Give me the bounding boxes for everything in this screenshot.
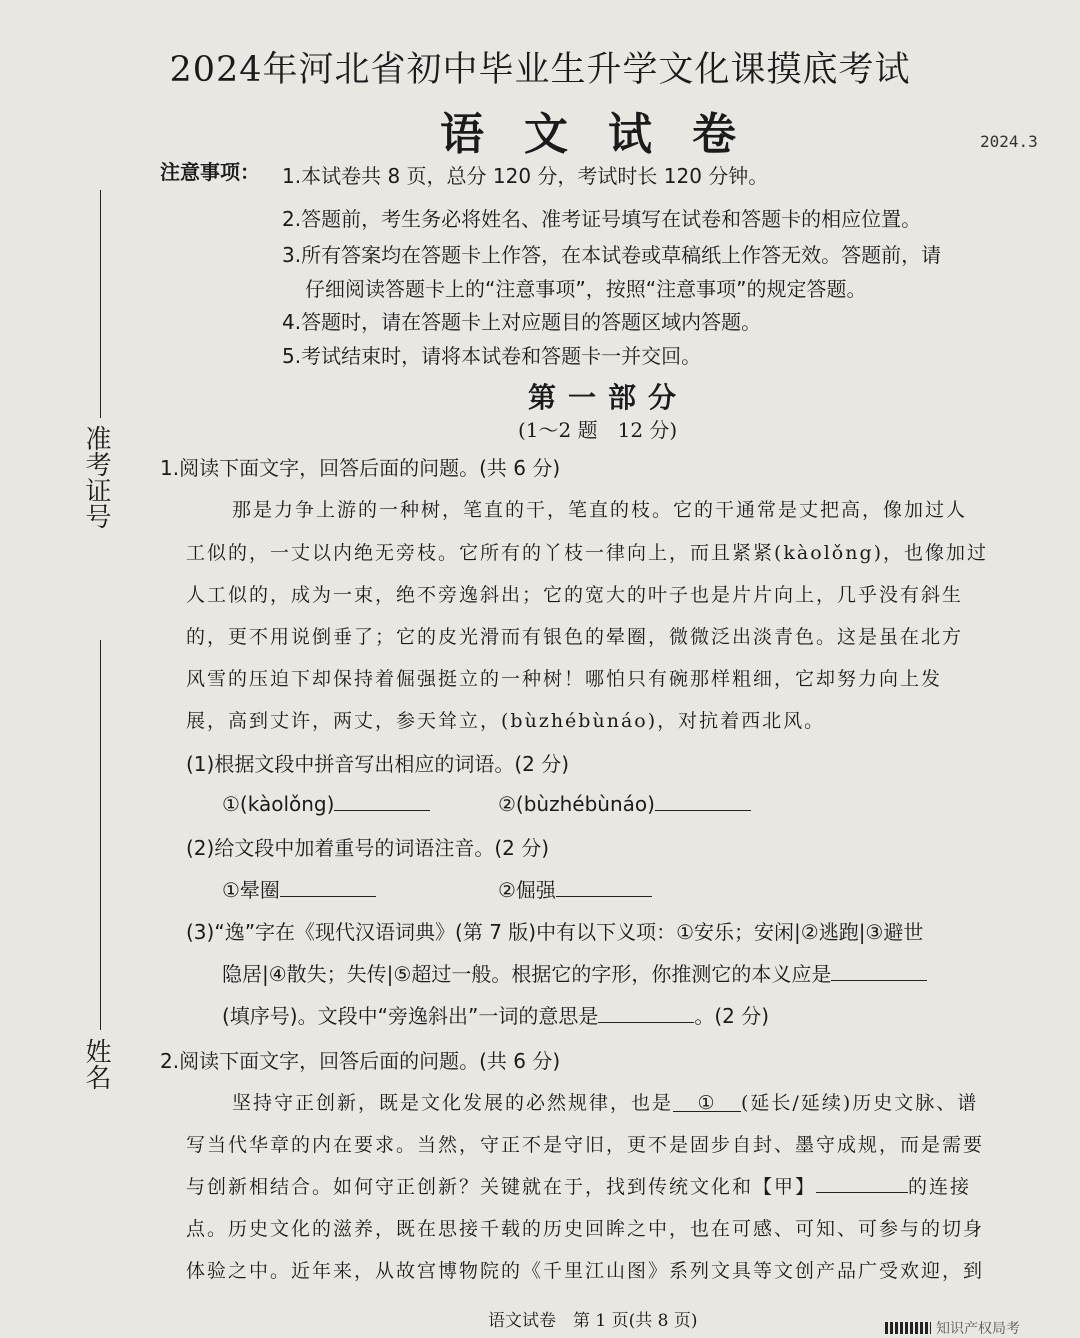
pinyin-item-2 <box>498 790 751 816</box>
passage-line: 写当代华章的内在要求。当然，守正不是守旧，更不是固步自封、墨守成规，而是需要 <box>186 1134 985 1156</box>
answer-blank[interactable] <box>556 876 652 897</box>
qr-code-icon <box>885 1322 931 1334</box>
answer-blank[interactable] <box>598 1002 694 1023</box>
sub-question-3-text: 隐居|④散失；失传|⑤超过一般。根据它的字形，你推测它的本义应是 <box>222 962 832 986</box>
exam-title: 2024年河北省初中毕业生升学文化课摸底考试 <box>169 50 911 90</box>
exam-id-line <box>100 190 101 418</box>
exam-id-label: 准考证号 <box>81 425 111 529</box>
page-footer: 语文试卷 第 1 页(共 8 页) <box>488 1311 698 1331</box>
sub-question-2: (2)给文段中加着重号的词语注音。(2 分) <box>186 836 550 860</box>
passage-text: 与创新相结合。如何守正创新？关键就在于，找到传统文化和【甲】 <box>186 1176 817 1198</box>
passage-text: (延长/延续)历史文脉、谱 <box>741 1092 979 1114</box>
sub-question-3-line2 <box>222 958 927 987</box>
question-2-title: 2.阅读下面文字，回答后面的问题。(共 6 分) <box>160 1049 561 1073</box>
sub-question-3-text: (填序号)。文段中“旁逸斜出”一词的意思是 <box>222 1004 599 1028</box>
passage-line: 的，更不用说倒垂了；它的皮光滑而有银色的晕圈，微微泛出淡青色。这是虽在北方 <box>186 626 964 648</box>
pinyin-1-label: ①(kàolǒng) <box>222 792 335 816</box>
notice-item: 仔细阅读答题卡上的“注意事项”，按照“注意事项”的规定答题。 <box>305 277 867 301</box>
passage-line: 展，高到丈许，两丈，参天耸立，(bùzhébùnáo)，对抗着西北风。 <box>186 710 826 732</box>
answer-blank[interactable]: ① <box>673 1092 741 1112</box>
sub-question-1: (1)根据文段中拼音写出相应的词语。(2 分) <box>186 752 570 776</box>
answer-blank[interactable] <box>831 960 927 981</box>
name-line <box>100 640 101 1030</box>
notice-item: 5.考试结束时，请将本试卷和答题卡一并交回。 <box>282 344 702 368</box>
passage-text: 的连接 <box>908 1176 972 1198</box>
section-title: 第一部分 <box>528 381 689 414</box>
phonetic-item-2 <box>498 874 652 903</box>
sub-question-3: (3)“逸”字在《现代汉语词典》(第 7 版)中有以下义项：①安乐；安闲|②逃跑|③避世 <box>186 920 924 944</box>
passage-line: 人工似的，成为一束，绝不旁逸斜出；它的宽大的叶子也是片片向上，几乎没有斜生 <box>186 584 964 606</box>
passage-line: 点。历史文化的滋养，既在思接千载的历史回眸之中，也在可感、可知、可参与的切身 <box>186 1218 985 1240</box>
pinyin-item-1 <box>222 790 430 816</box>
notice-label: 注意事项： <box>160 160 260 184</box>
paper-subtitle: 语文试卷 <box>440 109 776 160</box>
section-range: (1～2 题 12 分) <box>518 418 678 442</box>
passage-line <box>232 1088 978 1115</box>
notice-item: 3.所有答案均在答题卡上作答，在本试卷或草稿纸上作答无效。答题前，请 <box>282 243 942 267</box>
answer-blank[interactable] <box>655 790 751 811</box>
sub-question-3-text: 。(2 分) <box>694 1004 770 1028</box>
question-1-title: 1.阅读下面文字，回答后面的问题。(共 6 分) <box>160 456 561 480</box>
passage-line: 风雪的压迫下却保持着倔强挺立的一种树！哪怕只有碗那样粗细，它却努力向上发 <box>186 668 943 690</box>
notice-item: 1.本试卷共 8 页，总分 120 分，考试时长 120 分钟。 <box>282 164 769 188</box>
answer-blank[interactable] <box>280 876 376 897</box>
notice-item: 2.答题前，考生务必将姓名、准考证号填写在试卷和答题卡的相应位置。 <box>282 207 922 231</box>
passage-line <box>186 1172 971 1199</box>
pinyin-2-label: ②(bùzhébùnáo) <box>498 792 655 816</box>
notice-item: 4.答题时，请在答题卡上对应题目的答题区域内答题。 <box>282 310 762 334</box>
phonetic-1-label: ①晕圈 <box>222 878 280 902</box>
phonetic-2-label: ②倔强 <box>498 878 556 902</box>
passage-line: 体验之中。近年来，从故宫博物院的《千里江山图》系列文具等文创产品广受欢迎，到 <box>186 1260 985 1282</box>
answer-blank[interactable] <box>334 790 430 811</box>
phonetic-item-1 <box>222 874 376 903</box>
passage-line: 那是力争上游的一种树，笔直的干，笔直的枝。它的干通常是丈把高，像加过人 <box>232 499 968 521</box>
passage-text: 坚持守正创新，既是文化发展的必然规律，也是 <box>232 1092 674 1114</box>
exam-date: 2024.3 <box>980 132 1038 151</box>
watermark-text: 知识产权局考 <box>936 1321 1020 1337</box>
answer-blank[interactable] <box>816 1173 908 1193</box>
passage-line: 工似的，一丈以内绝无旁枝。它所有的丫枝一律向上，而且紧紧(kàolǒng)，也像加过 <box>186 542 989 564</box>
name-label: 姓名 <box>81 1038 111 1090</box>
sub-question-3-line3 <box>222 1000 769 1029</box>
